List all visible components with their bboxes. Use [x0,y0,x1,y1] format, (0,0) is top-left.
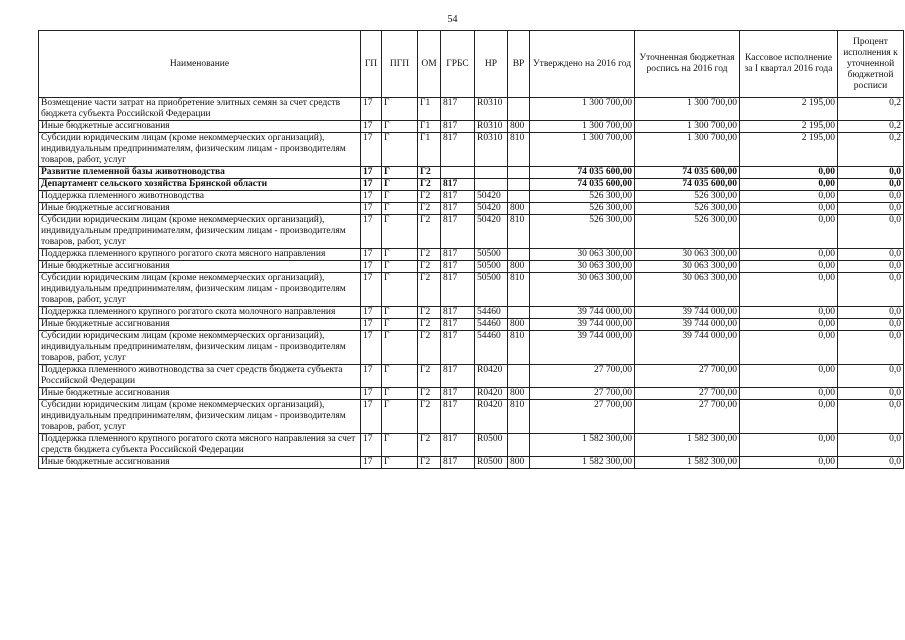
table-row [39,203,904,215]
cell-name: Иные бюджетные ассигнования [39,261,361,273]
cell-name: Иные бюджетные ассигнования [39,388,361,400]
cell-grbs: 817 [441,249,475,261]
table-row [39,273,904,307]
cell-approved: 30 063 300,00 [530,249,635,261]
table-row [39,98,904,121]
cell-vr [508,365,530,388]
cell-om: Г2 [418,273,441,307]
cell-grbs: 817 [441,400,475,434]
cell-approved: 74 035 600,00 [530,167,635,179]
cell-vr: 800 [508,319,530,331]
cell-gp: 17 [361,457,382,469]
cell-percent: 0,0 [838,319,904,331]
cell-percent: 0,0 [838,388,904,400]
cell-nr: R0420 [475,400,508,434]
cell-cash: 0,00 [740,307,838,319]
cell-gp: 17 [361,179,382,191]
table-row [39,261,904,273]
header-grbs: ГРБС [441,31,475,98]
cell-refined: 74 035 600,00 [635,179,740,191]
table-row [39,133,904,167]
cell-vr [508,307,530,319]
cell-grbs: 817 [441,273,475,307]
cell-om: Г1 [418,98,441,121]
cell-grbs: 817 [441,121,475,133]
cell-approved: 74 035 600,00 [530,179,635,191]
cell-approved: 30 063 300,00 [530,273,635,307]
cell-name: Субсидии юридическим лицам (кроме некоммерческих организаций), индивидуальным предпринимателям, физическим лицам - производителям товаров, работ, услуг [39,400,361,434]
cell-refined: 1 300 700,00 [635,98,740,121]
cell-ppgp: Г [382,215,418,249]
cell-name: Поддержка племенного крупного рогатого скота молочного направления [39,307,361,319]
cell-grbs: 817 [441,215,475,249]
cell-vr: 800 [508,121,530,133]
header-om: ОМ [418,31,441,98]
cell-om: Г2 [418,203,441,215]
cell-vr [508,167,530,179]
page-number: 54 [447,14,458,25]
cell-refined: 526 300,00 [635,203,740,215]
cell-percent: 0,2 [838,133,904,167]
cell-name: Иные бюджетные ассигнования [39,319,361,331]
cell-om: Г2 [418,365,441,388]
header-percent: Процент исполнения к уточненной бюджетной росписи [838,31,904,98]
cell-vr: 800 [508,203,530,215]
cell-name: Субсидии юридическим лицам (кроме некоммерческих организаций), индивидуальным предпринимателям, физическим лицам - производителям товаров, работ, услуг [39,215,361,249]
cell-ppgp: Г [382,388,418,400]
budget-table [38,30,904,469]
cell-om: Г2 [418,167,441,179]
cell-refined: 27 700,00 [635,365,740,388]
cell-om: Г2 [418,457,441,469]
cell-cash: 0,00 [740,179,838,191]
cell-vr: 800 [508,261,530,273]
cell-om: Г2 [418,307,441,319]
cell-ppgp: Г [382,400,418,434]
cell-nr: R0310 [475,133,508,167]
cell-nr [475,167,508,179]
cell-refined: 27 700,00 [635,400,740,434]
header-refined: Уточненная бюджетная роспись на 2016 год [635,31,740,98]
cell-cash: 0,00 [740,457,838,469]
cell-ppgp: Г [382,167,418,179]
cell-name: Иные бюджетные ассигнования [39,457,361,469]
cell-gp: 17 [361,365,382,388]
cell-grbs: 817 [441,319,475,331]
cell-name: Субсидии юридическим лицам (кроме некоммерческих организаций), индивидуальным предпринимателям, физическим лицам - производителям товаров, работ, услуг [39,331,361,365]
cell-cash: 0,00 [740,434,838,457]
table-row [39,121,904,133]
cell-grbs: 817 [441,307,475,319]
cell-vr [508,179,530,191]
cell-approved: 27 700,00 [530,400,635,434]
cell-om: Г2 [418,400,441,434]
cell-refined: 39 744 000,00 [635,331,740,365]
cell-nr: 50420 [475,191,508,203]
cell-name: Иные бюджетные ассигнования [39,121,361,133]
cell-vr [508,249,530,261]
cell-grbs: 817 [441,261,475,273]
header-gp: ГП [361,31,382,98]
cell-gp: 17 [361,133,382,167]
cell-om: Г2 [418,319,441,331]
table-row [39,319,904,331]
cell-om: Г2 [418,191,441,203]
table-row [39,400,904,434]
cell-gp: 17 [361,261,382,273]
cell-vr [508,98,530,121]
cell-refined: 30 063 300,00 [635,273,740,307]
cell-approved: 1 582 300,00 [530,434,635,457]
cell-nr [475,179,508,191]
cell-percent: 0,0 [838,249,904,261]
cell-percent: 0,0 [838,365,904,388]
cell-cash: 2 195,00 [740,121,838,133]
cell-refined: 30 063 300,00 [635,249,740,261]
table-row [39,457,904,469]
cell-name: Иные бюджетные ассигнования [39,203,361,215]
cell-ppgp: Г [382,179,418,191]
cell-nr: 54460 [475,307,508,319]
table-row [39,434,904,457]
cell-cash: 0,00 [740,365,838,388]
cell-gp: 17 [361,203,382,215]
cell-approved: 1 582 300,00 [530,457,635,469]
cell-grbs: 817 [441,365,475,388]
cell-percent: 0,0 [838,261,904,273]
cell-grbs: 817 [441,191,475,203]
cell-ppgp: Г [382,191,418,203]
cell-ppgp: Г [382,261,418,273]
cell-om: Г1 [418,133,441,167]
cell-gp: 17 [361,121,382,133]
cell-nr: R0500 [475,457,508,469]
table-row [39,331,904,365]
cell-vr [508,191,530,203]
cell-approved: 39 744 000,00 [530,307,635,319]
cell-grbs [441,167,475,179]
cell-nr: 54460 [475,319,508,331]
header-cash: Кассовое исполнение за I квартал 2016 года [740,31,838,98]
cell-cash: 0,00 [740,167,838,179]
cell-grbs: 817 [441,203,475,215]
header-approved: Утверждено на 2016 год [530,31,635,98]
cell-gp: 17 [361,319,382,331]
cell-vr: 810 [508,133,530,167]
cell-nr: R0310 [475,98,508,121]
cell-name: Поддержка племенного животноводства [39,191,361,203]
cell-refined: 27 700,00 [635,388,740,400]
cell-approved: 30 063 300,00 [530,261,635,273]
cell-percent: 0,2 [838,98,904,121]
cell-gp: 17 [361,388,382,400]
cell-grbs: 817 [441,179,475,191]
cell-percent: 0,0 [838,307,904,319]
cell-om: Г1 [418,121,441,133]
cell-percent: 0,0 [838,191,904,203]
cell-name: Субсидии юридическим лицам (кроме некоммерческих организаций), индивидуальным предпринимателям, физическим лицам - производителям товаров, работ, услуг [39,133,361,167]
cell-gp: 17 [361,331,382,365]
cell-grbs: 817 [441,434,475,457]
header-nr: НР [475,31,508,98]
table-row [39,167,904,179]
header-ppgp: ПГП [382,31,418,98]
cell-refined: 39 744 000,00 [635,319,740,331]
cell-om: Г2 [418,215,441,249]
header-vr: ВР [508,31,530,98]
cell-percent: 0,0 [838,457,904,469]
cell-name: Возмещение части затрат на приобретение элитных семян за счет средств бюджета субъекта Российской Федерации [39,98,361,121]
cell-nr: R0420 [475,388,508,400]
cell-vr: 800 [508,388,530,400]
cell-refined: 1 582 300,00 [635,457,740,469]
cell-grbs: 817 [441,98,475,121]
cell-name: Развитие племенной базы животноводства [39,167,361,179]
cell-percent: 0,0 [838,434,904,457]
cell-gp: 17 [361,400,382,434]
cell-nr: 50420 [475,215,508,249]
cell-approved: 526 300,00 [530,191,635,203]
cell-cash: 2 195,00 [740,133,838,167]
cell-refined: 526 300,00 [635,191,740,203]
cell-percent: 0,0 [838,167,904,179]
cell-refined: 526 300,00 [635,215,740,249]
table-row [39,179,904,191]
header-name: Наименование [39,31,361,98]
cell-om: Г2 [418,331,441,365]
cell-nr: R0500 [475,434,508,457]
cell-ppgp: Г [382,307,418,319]
cell-cash: 2 195,00 [740,98,838,121]
cell-om: Г2 [418,179,441,191]
table-row [39,191,904,203]
cell-name: Поддержка племенного крупного рогатого скота мясного направления за счет средств бюджета субъекта Российской Федерации [39,434,361,457]
cell-vr: 810 [508,331,530,365]
cell-refined: 1 582 300,00 [635,434,740,457]
header-row [39,31,904,98]
cell-name: Департамент сельского хозяйства Брянской области [39,179,361,191]
cell-nr: 50500 [475,273,508,307]
cell-gp: 17 [361,215,382,249]
cell-cash: 0,00 [740,273,838,307]
cell-grbs: 817 [441,133,475,167]
cell-ppgp: Г [382,203,418,215]
cell-grbs: 817 [441,388,475,400]
cell-refined: 1 300 700,00 [635,133,740,167]
table-row [39,388,904,400]
cell-gp: 17 [361,273,382,307]
cell-ppgp: Г [382,457,418,469]
cell-ppgp: Г [382,365,418,388]
cell-percent: 0,0 [838,331,904,365]
cell-approved: 1 300 700,00 [530,121,635,133]
cell-grbs: 817 [441,457,475,469]
cell-approved: 526 300,00 [530,203,635,215]
cell-ppgp: Г [382,319,418,331]
cell-approved: 1 300 700,00 [530,98,635,121]
table-row [39,215,904,249]
cell-approved: 27 700,00 [530,388,635,400]
cell-vr: 810 [508,400,530,434]
cell-cash: 0,00 [740,261,838,273]
cell-vr: 810 [508,215,530,249]
table-body [39,98,904,469]
cell-name: Поддержка племенного животноводства за счет средств бюджета субъекта Российской Федерации [39,365,361,388]
cell-percent: 0,0 [838,273,904,307]
cell-gp: 17 [361,167,382,179]
cell-refined: 1 300 700,00 [635,121,740,133]
cell-ppgp: Г [382,273,418,307]
cell-vr: 810 [508,273,530,307]
cell-ppgp: Г [382,98,418,121]
cell-cash: 0,00 [740,203,838,215]
cell-percent: 0,0 [838,215,904,249]
cell-percent: 0,0 [838,179,904,191]
cell-grbs: 817 [441,331,475,365]
cell-nr: R0310 [475,121,508,133]
table-row [39,307,904,319]
cell-approved: 39 744 000,00 [530,319,635,331]
cell-gp: 17 [361,434,382,457]
cell-nr: 50500 [475,261,508,273]
cell-approved: 526 300,00 [530,215,635,249]
cell-om: Г2 [418,388,441,400]
cell-ppgp: Г [382,434,418,457]
cell-cash: 0,00 [740,191,838,203]
cell-cash: 0,00 [740,215,838,249]
cell-refined: 39 744 000,00 [635,307,740,319]
cell-cash: 0,00 [740,319,838,331]
cell-om: Г2 [418,434,441,457]
cell-ppgp: Г [382,133,418,167]
cell-nr: 50500 [475,249,508,261]
cell-cash: 0,00 [740,331,838,365]
cell-nr: R0420 [475,365,508,388]
cell-om: Г2 [418,261,441,273]
cell-refined: 74 035 600,00 [635,167,740,179]
cell-ppgp: Г [382,331,418,365]
cell-approved: 39 744 000,00 [530,331,635,365]
cell-name: Субсидии юридическим лицам (кроме некоммерческих организаций), индивидуальным предпринимателям, физическим лицам - производителям товаров, работ, услуг [39,273,361,307]
cell-gp: 17 [361,249,382,261]
cell-vr: 800 [508,457,530,469]
cell-percent: 0,2 [838,121,904,133]
cell-approved: 27 700,00 [530,365,635,388]
cell-vr [508,434,530,457]
cell-gp: 17 [361,191,382,203]
table-row [39,365,904,388]
cell-om: Г2 [418,249,441,261]
cell-cash: 0,00 [740,400,838,434]
cell-percent: 0,0 [838,400,904,434]
cell-nr: 50420 [475,203,508,215]
cell-cash: 0,00 [740,388,838,400]
cell-refined: 30 063 300,00 [635,261,740,273]
cell-gp: 17 [361,98,382,121]
cell-ppgp: Г [382,249,418,261]
cell-approved: 1 300 700,00 [530,133,635,167]
cell-name: Поддержка племенного крупного рогатого скота мясного направления [39,249,361,261]
cell-percent: 0,0 [838,203,904,215]
cell-ppgp: Г [382,121,418,133]
cell-nr: 54460 [475,331,508,365]
table-row [39,249,904,261]
cell-cash: 0,00 [740,249,838,261]
cell-gp: 17 [361,307,382,319]
